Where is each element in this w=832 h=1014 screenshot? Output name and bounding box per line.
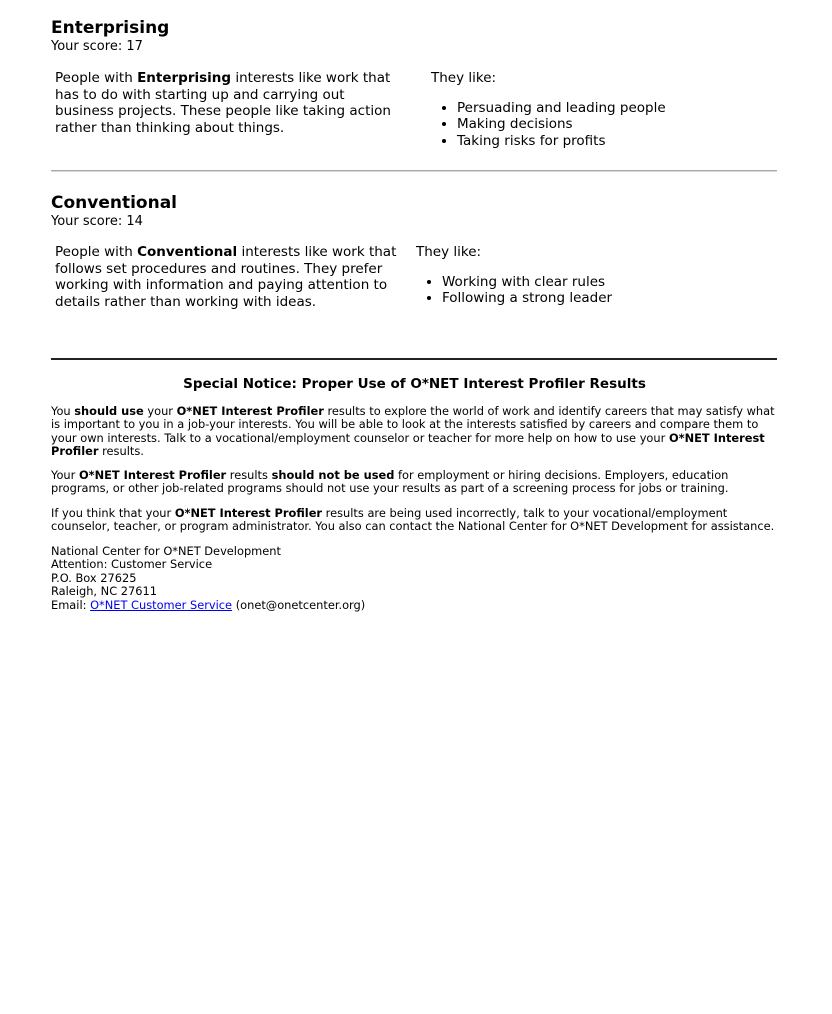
conventional-description xyxy=(55,244,400,310)
notice-p3-bold: O*NET Interest Profiler xyxy=(174,506,323,520)
enterprising-desc-bold: Enterprising xyxy=(137,70,232,86)
address-line: Attention: Customer Service xyxy=(51,557,213,572)
enterprising-they-like xyxy=(431,70,751,149)
notice-title: Special Notice: Proper Use of O*NET Interest Profiler Results xyxy=(183,376,646,392)
notice-p1-bold: O*NET Interest Profiler xyxy=(51,430,765,459)
notice-p2-text: results xyxy=(226,468,272,482)
notice-p2-bold: O*NET Interest Profiler xyxy=(78,468,227,482)
address-line: P.O. Box 27625 xyxy=(51,570,137,585)
contact-address xyxy=(51,545,778,612)
conventional-desc-bold: Conventional xyxy=(137,244,238,260)
notice-p2-text: for employment or hiring decisions. Employers, education programs, or other job-related programs should not use your results as part of a screening process for jobs or training. xyxy=(51,468,729,496)
email-line xyxy=(51,599,778,612)
enterprising-they-like-label: They like: xyxy=(431,70,497,86)
notice-p2-bold: should not be used xyxy=(271,468,395,482)
notice-paragraph-3 xyxy=(51,507,778,534)
notice-p1-bold: O*NET Interest Profiler xyxy=(176,404,324,418)
notice-p1-text: your xyxy=(143,404,177,418)
conventional-header xyxy=(51,193,778,230)
email-label: Email: xyxy=(51,597,91,612)
notice-paragraph-2 xyxy=(51,469,778,496)
notice-p2-text: Your xyxy=(51,468,79,482)
enterprising-description xyxy=(55,70,400,136)
conventional-they-like-label: They like: xyxy=(416,244,482,260)
address-line: Raleigh, NC 27611 xyxy=(51,584,158,599)
list-item: • Persuading and leading people xyxy=(457,100,751,117)
conventional-they-like xyxy=(416,244,736,307)
notice-p1-text: results to explore the world of work and identify careers that may satisfy what is important to you in a job-your interests. You will be able to look at the interests satisfied by careers and compare them to your own interests. Talk to a vocational/employment counselor or teacher for more help on how to use your xyxy=(51,404,775,445)
notice-divider xyxy=(51,358,777,360)
enterprising-likes-list xyxy=(431,100,751,150)
conventional-desc-pre: People with xyxy=(55,244,138,260)
notice-p3-text: results are being used incorrectly, talk to your vocational/employment counselor, teacher, or program administrator. You also can contact the National Center for O*NET Development for assistance. xyxy=(51,506,775,534)
notice-p1-bold: should use xyxy=(74,404,144,418)
list-item: • Taking risks for profits xyxy=(457,133,751,150)
enterprising-title: Enterprising xyxy=(51,18,170,38)
notice-p3-text: If you think that your xyxy=(51,506,175,520)
list-item: • Working with clear rules xyxy=(442,274,736,291)
notice-paragraph-1 xyxy=(51,405,778,459)
conventional-likes-list xyxy=(416,274,736,307)
conventional-desc-post: interests like work that follows set procedures and routines. They prefer working with information and paying attention to details rather than working with ideas. xyxy=(55,244,397,310)
enterprising-score: Your score: 17 xyxy=(51,39,143,54)
section-divider xyxy=(51,170,777,172)
enterprising-header xyxy=(51,18,778,55)
notice-p1-text: results. xyxy=(98,444,144,459)
address-line: National Center for O*NET Development xyxy=(51,544,281,558)
enterprising-desc-pre: People with xyxy=(55,70,138,86)
notice-p1-text: You xyxy=(51,404,75,418)
enterprising-desc-post: interests like work that has to do with starting up and carrying out business projects. These people like taking action rather than thinking about things. xyxy=(55,70,391,136)
list-item: • Making decisions xyxy=(457,116,751,133)
conventional-score: Your score: 14 xyxy=(51,214,143,229)
email-address: (onet@onetcenter.org) xyxy=(232,597,366,612)
customer-service-link[interactable]: O*NET Customer Service xyxy=(90,597,233,612)
list-item: • Following a strong leader xyxy=(442,290,736,307)
conventional-title: Conventional xyxy=(51,193,178,213)
